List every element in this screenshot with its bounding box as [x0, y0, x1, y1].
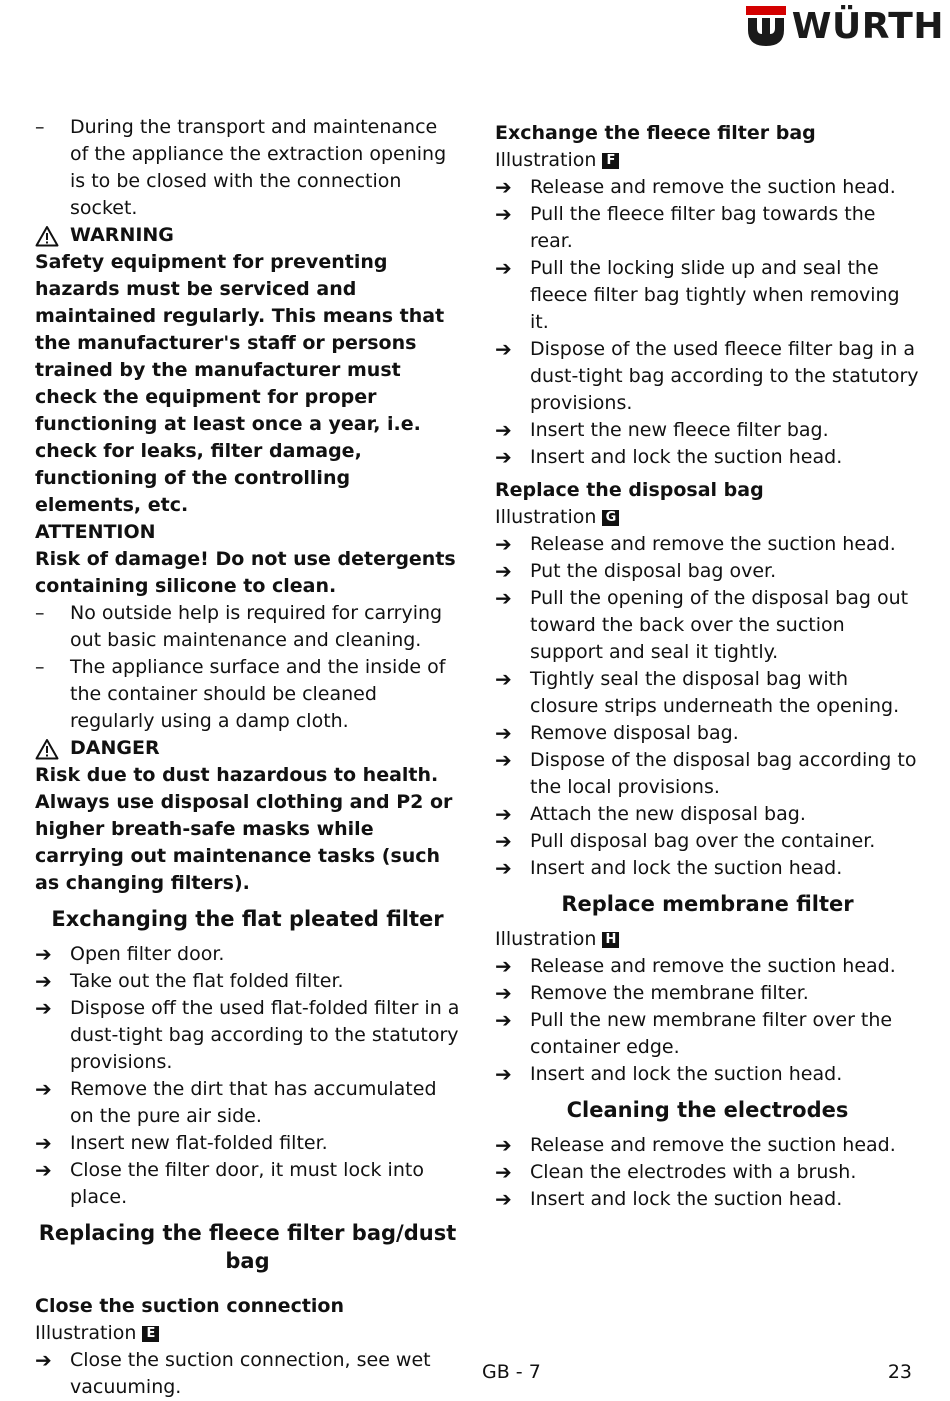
list-item: [495, 417, 920, 444]
step-text: Dispose of the disposal bag according to the local provisions.: [530, 749, 917, 798]
list-item: [495, 174, 920, 201]
list-item: [495, 747, 920, 801]
list-item: [495, 828, 920, 855]
step-text: Release and remove the suction head.: [530, 1134, 896, 1156]
arrow-right-icon: ➔: [495, 445, 512, 469]
list-item: [495, 855, 920, 882]
step-text: Pull the locking slide up and seal the fleece filter bag tightly when removing it.: [530, 257, 900, 333]
arrow-right-icon: ➔: [495, 721, 512, 745]
step-text: Release and remove the suction head.: [530, 176, 896, 198]
step-text: Dispose off the used flat-folded filter in a dust-tight bag according to the statutory provisions.: [70, 997, 460, 1073]
list-item: [495, 720, 920, 747]
exchange-fleece-steps: [495, 174, 920, 471]
arrow-right-icon: ➔: [495, 667, 512, 691]
arrow-right-icon: ➔: [495, 337, 512, 361]
arrow-right-icon: ➔: [495, 829, 512, 853]
list-item: [35, 968, 460, 995]
danger-heading: [35, 735, 460, 762]
list-item: [495, 1132, 920, 1159]
step-text: Take out the flat folded filter.: [70, 970, 344, 992]
disposal-bag-heading: Replace the disposal bag: [495, 479, 764, 501]
arrow-right-icon: ➔: [495, 559, 512, 583]
list-item: [495, 1159, 920, 1186]
flat-filter-heading: Exchanging the flat pleated filter: [51, 907, 444, 931]
step-text: Pull the new membrane filter over the container edge.: [530, 1009, 893, 1058]
list-item: [495, 1186, 920, 1213]
warning-triangle-icon: [35, 225, 59, 247]
illustration-ref: Illustration H: [495, 926, 920, 953]
close-suction-heading: Close the suction connection: [35, 1295, 345, 1317]
dash-bullet: –: [35, 602, 45, 624]
arrow-right-icon: ➔: [35, 1077, 52, 1101]
step-text: Release and remove the suction head.: [530, 955, 896, 977]
list-item: [495, 444, 920, 471]
warning-triangle-icon: [35, 738, 59, 760]
arrow-right-icon: ➔: [495, 954, 512, 978]
illustration-ref: Illustration E: [35, 1320, 460, 1347]
list-item: [495, 558, 920, 585]
arrow-right-icon: ➔: [495, 856, 512, 880]
list-item: [35, 1130, 460, 1157]
arrow-right-icon: ➔: [495, 586, 512, 610]
warning-heading: [35, 222, 460, 249]
arrow-right-icon: ➔: [495, 256, 512, 280]
exchange-fleece-heading: Exchange the fleece filter bag: [495, 122, 816, 144]
illustration-letter: F: [602, 153, 619, 169]
list-item: [495, 801, 920, 828]
step-text: Put the disposal bag over.: [530, 560, 777, 582]
arrow-right-icon: ➔: [495, 748, 512, 772]
step-text: Insert and lock the suction head.: [530, 857, 843, 879]
arrow-right-icon: ➔: [495, 1187, 512, 1211]
warning-text: Safety equipment for preventing hazards must be serviced and maintained regularly. This means that the manufacturer's staff or persons trained by the manufacturer must check the equipment for proper functioning at least once a year, i.e. check for leaks, filter damage, functioning of the controlling elements, etc.: [35, 251, 445, 516]
list-item: [495, 255, 920, 336]
membrane-filter-steps: [495, 953, 920, 1088]
arrow-right-icon: ➔: [495, 1062, 512, 1086]
arrow-right-icon: ➔: [495, 981, 512, 1005]
step-text: Insert and lock the suction head.: [530, 1188, 843, 1210]
list-item: [495, 953, 920, 980]
illustration-letter: G: [602, 510, 619, 526]
arrow-right-icon: ➔: [35, 1131, 52, 1155]
danger-label: DANGER: [70, 737, 160, 759]
illustration-letter: H: [602, 932, 619, 948]
step-text: Insert new flat-folded filter.: [70, 1132, 328, 1154]
dash-bullet: –: [35, 116, 45, 138]
list-item: [495, 980, 920, 1007]
fleece-bag-heading: Replacing the fleece filter bag/dust bag: [38, 1221, 457, 1273]
footer-section-label: GB - 7: [482, 1361, 541, 1383]
step-text: Pull the fleece filter bag towards the rear.: [530, 203, 876, 252]
arrow-right-icon: ➔: [495, 1133, 512, 1157]
disposal-bag-steps: [495, 531, 920, 882]
electrodes-heading: Cleaning the electrodes: [566, 1098, 849, 1122]
close-suction-steps: [35, 1347, 460, 1401]
list-item: – The appliance surface and the inside of the container should be cleaned regularly using a damp cloth.: [35, 656, 446, 732]
list-item: [495, 1061, 920, 1088]
step-text: Remove disposal bag.: [530, 722, 739, 744]
danger-text: Risk due to dust hazardous to health. Always use disposal clothing and P2 or higher breath-safe masks while carrying out maintenance tasks (such as changing filters).: [35, 764, 453, 894]
arrow-right-icon: ➔: [35, 996, 52, 1020]
warning-label: WARNING: [70, 224, 174, 246]
list-item: [35, 1157, 460, 1211]
arrow-right-icon: ➔: [35, 942, 52, 966]
list-item: – No outside help is required for carrying out basic maintenance and cleaning.: [35, 602, 443, 651]
list-item: [35, 1076, 460, 1130]
wurth-logo-mark-icon: [746, 6, 786, 46]
step-text: Remove the membrane filter.: [530, 982, 809, 1004]
dash-bullet: –: [35, 656, 45, 678]
arrow-right-icon: ➔: [495, 532, 512, 556]
attention-label: ATTENTION: [35, 521, 156, 543]
arrow-right-icon: ➔: [495, 418, 512, 442]
step-text: Close the suction connection, see wet vacuuming.: [70, 1349, 431, 1398]
left-column: [35, 114, 460, 1401]
list-item: [35, 941, 460, 968]
membrane-filter-heading: Replace membrane filter: [561, 892, 854, 916]
page-number: 23: [887, 1361, 912, 1383]
list-item: [495, 666, 920, 720]
arrow-right-icon: ➔: [35, 969, 52, 993]
electrodes-steps: [495, 1132, 920, 1213]
illustration-letter: E: [142, 1326, 159, 1342]
step-text: Close the filter door, it must lock into place.: [70, 1159, 424, 1208]
step-text: Insert the new fleece filter bag.: [530, 419, 829, 441]
step-text: Insert and lock the suction head.: [530, 1063, 843, 1085]
step-text: Dispose of the used fleece filter bag in a dust-tight bag according to the statutory provisions.: [530, 338, 919, 414]
step-text: Pull the opening of the disposal bag out toward the back over the suction support and seal it tightly.: [530, 587, 909, 663]
arrow-right-icon: ➔: [35, 1348, 52, 1372]
step-text: Attach the new disposal bag.: [530, 803, 806, 825]
step-text: Pull disposal bag over the container.: [530, 830, 876, 852]
step-text: Open filter door.: [70, 943, 225, 965]
step-text: Remove the dirt that has accumulated on the pure air side.: [70, 1078, 437, 1127]
brand-name: WÜRTH: [791, 5, 944, 47]
step-text: Release and remove the suction head.: [530, 533, 896, 555]
flat-filter-steps: [35, 941, 460, 1211]
right-column: [495, 120, 920, 1213]
list-item: [495, 336, 920, 417]
arrow-right-icon: ➔: [495, 1008, 512, 1032]
list-item: [495, 201, 920, 255]
arrow-right-icon: ➔: [35, 1158, 52, 1182]
step-text: Insert and lock the suction head.: [530, 446, 843, 468]
arrow-right-icon: ➔: [495, 802, 512, 826]
arrow-right-icon: ➔: [495, 175, 512, 199]
step-text: Clean the electrodes with a brush.: [530, 1161, 857, 1183]
step-text: Tightly seal the disposal bag with closure strips underneath the opening.: [530, 668, 900, 717]
arrow-right-icon: ➔: [495, 202, 512, 226]
arrow-right-icon: ➔: [495, 1160, 512, 1184]
list-item: [35, 995, 460, 1076]
list-item: [495, 531, 920, 558]
list-item: [35, 1347, 460, 1401]
illustration-ref: Illustration G: [495, 504, 920, 531]
list-item: – During the transport and maintenance of the appliance the extraction opening is to be closed with the connection socket.: [35, 116, 447, 219]
list-item: [495, 1007, 920, 1061]
illustration-ref: Illustration F: [495, 147, 920, 174]
wurth-logo: [746, 4, 944, 48]
attention-text: Risk of damage! Do not use detergents containing silicone to clean.: [35, 548, 456, 597]
list-item: [495, 585, 920, 666]
